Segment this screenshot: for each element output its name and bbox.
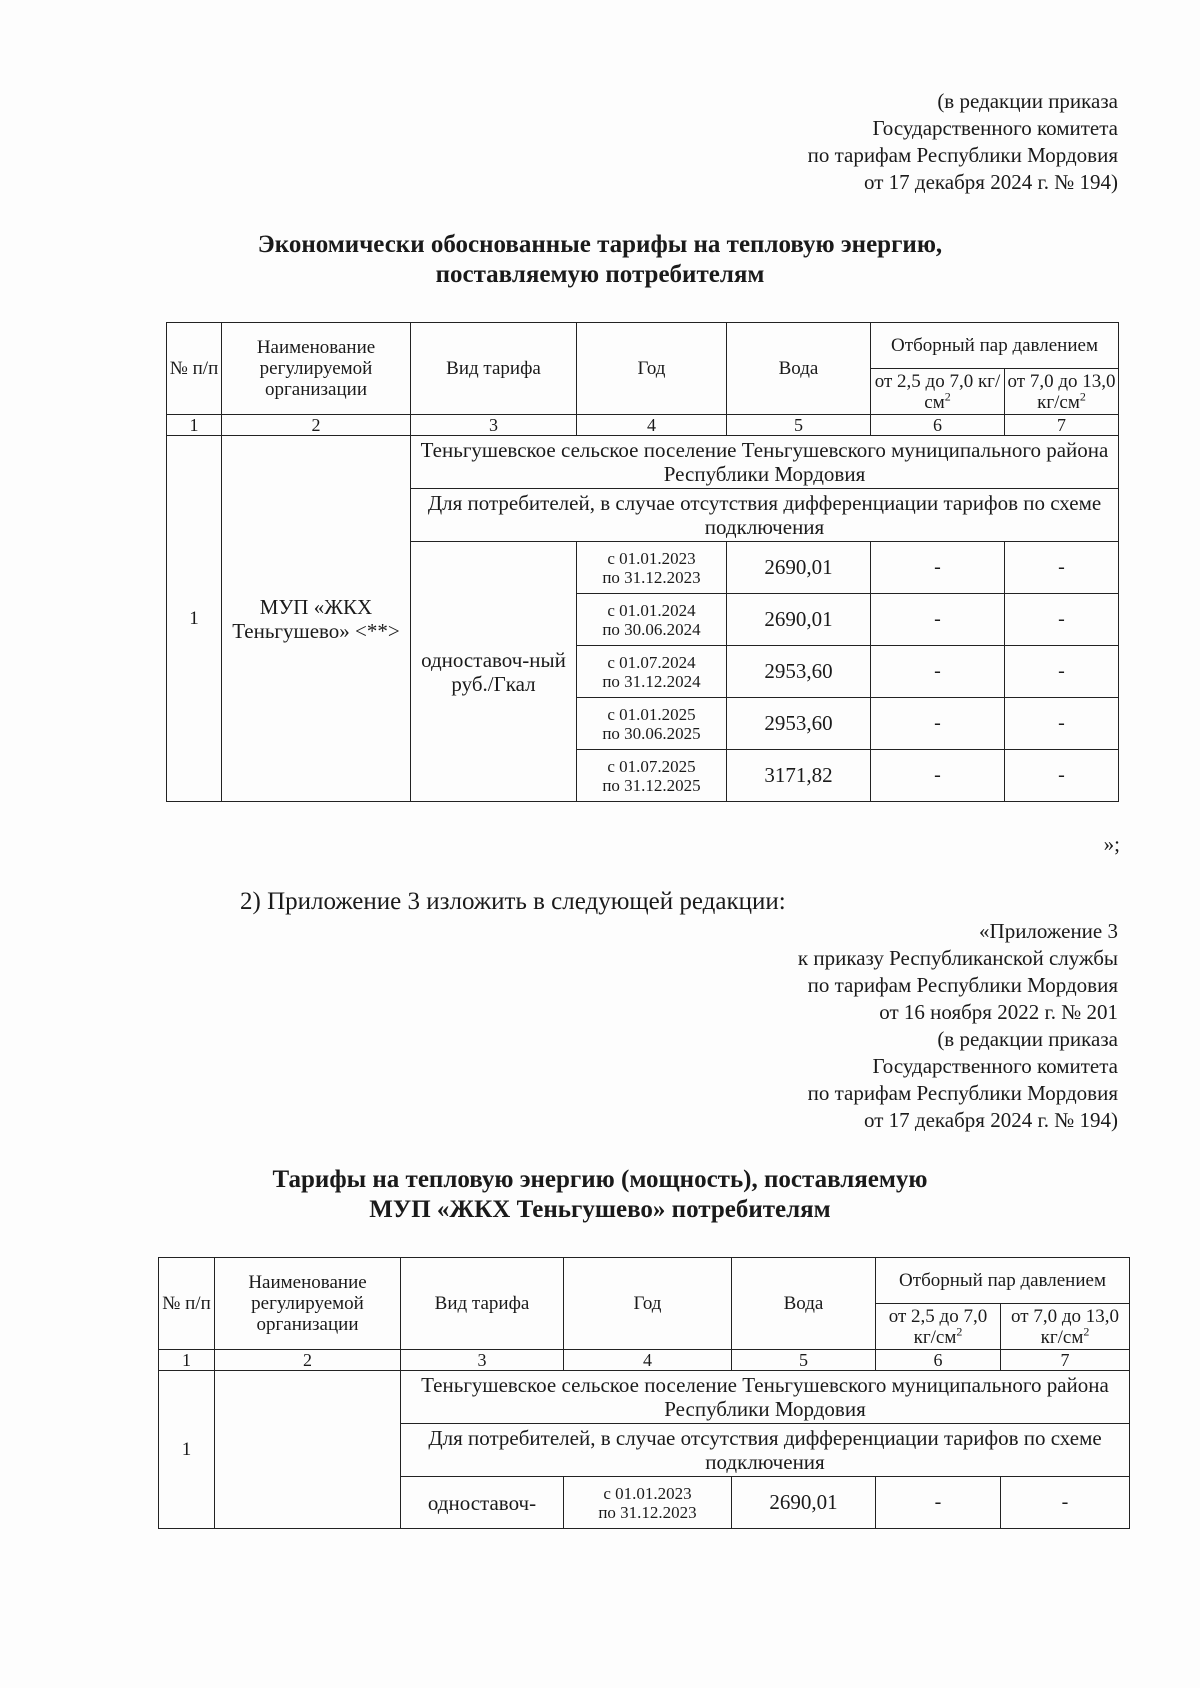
note-line: (в редакции приказа	[937, 1027, 1118, 1051]
steam-high-value: -	[1005, 542, 1119, 594]
col-number: 3	[411, 415, 577, 436]
header-steam-high: от 7,0 до 13,0 $кг/см^2$	[1001, 1304, 1130, 1350]
col-number: 3	[401, 1350, 564, 1371]
steam-low-value: -	[871, 594, 1005, 646]
water-value: 2690,01	[732, 1477, 876, 1529]
header-org: Наименование регулируемой организации	[215, 1258, 401, 1350]
header-num: № п/п	[159, 1258, 215, 1350]
col-number: 2	[215, 1350, 401, 1371]
title-line: МУП «ЖКХ Теньгушево» потребителям	[369, 1196, 831, 1223]
tariff-type: одноставоч-	[401, 1477, 564, 1529]
table2-title	[0, 1165, 1200, 1225]
region-name: Теньгушевское сельское поселение Теньгушевского муниципального района Республики Мордовия	[411, 436, 1119, 489]
org-name-blank	[215, 1371, 401, 1529]
note-line: «Приложение 3	[979, 919, 1118, 943]
note-line: Государственного комитета	[872, 116, 1118, 140]
water-value: 2690,01	[727, 542, 871, 594]
note-line: от 17 декабря 2024 г. № 194)	[864, 170, 1118, 194]
header-org: Наименование регулируемой организации	[222, 323, 411, 415]
header-steam-low: от 2,5 до 7,0 $кг/см^2$	[871, 369, 1005, 415]
note-line: от 16 ноября 2022 г. № 201	[879, 1000, 1118, 1024]
org-name: МУП «ЖКХ Теньгушево» <**>	[222, 436, 411, 802]
period: с 01.07.2024 по 31.12.2024	[577, 646, 727, 698]
note-line: от 17 декабря 2024 г. № 194)	[864, 1108, 1118, 1132]
appendix-note	[798, 918, 1118, 1134]
period: с 01.01.2023 по 31.12.2023	[577, 542, 727, 594]
col-number: 7	[1001, 1350, 1130, 1371]
header-steam-low: от 2,5 до 7,0 $кг/см^2$	[876, 1304, 1001, 1350]
col-number: 4	[564, 1350, 732, 1371]
header-tariff-type: Вид тарифа	[411, 323, 577, 415]
col-number: 1	[159, 1350, 215, 1371]
header-water: Вода	[727, 323, 871, 415]
water-value: 3171,82	[727, 750, 871, 802]
note-line: по тарифам Республики Мордовия	[807, 973, 1118, 997]
title-line: поставляемую потребителям	[435, 261, 765, 288]
period: с 01.01.2025 по 30.06.2025	[577, 698, 727, 750]
row-number: 1	[167, 436, 222, 802]
tariff-table-2	[158, 1257, 1130, 1529]
col-number: 7	[1005, 415, 1119, 436]
amendment-note	[808, 88, 1118, 196]
header-steam: Отборный пар давлением	[876, 1258, 1130, 1304]
title-line: Тарифы на тепловую энергию (мощность), поставляемую	[272, 1166, 928, 1193]
period: с 01.01.2024 по 30.06.2024	[577, 594, 727, 646]
col-number: 6	[876, 1350, 1001, 1371]
header-tariff-type: Вид тарифа	[401, 1258, 564, 1350]
header-year: Год	[577, 323, 727, 415]
consumer-group: Для потребителей, в случае отсутствия дифференциации тарифов по схеме подключения	[411, 489, 1119, 542]
note-line: по тарифам Республики Мордовия	[807, 143, 1118, 167]
closing-quote: »;	[1103, 832, 1120, 856]
steam-high-value: -	[1005, 698, 1119, 750]
steam-low-value: -	[871, 646, 1005, 698]
header-num: № п/п	[167, 323, 222, 415]
col-number: 2	[222, 415, 411, 436]
steam-high-value: -	[1005, 594, 1119, 646]
col-number: 4	[577, 415, 727, 436]
steam-low-value: -	[871, 542, 1005, 594]
water-value: 2953,60	[727, 646, 871, 698]
item-2-text: 2) Приложение 3 изложить в следующей редакции:	[240, 888, 786, 915]
table1-title	[0, 230, 1200, 290]
title-line: Экономически обоснованные тарифы на тепловую энергию,	[257, 231, 943, 258]
header-year: Год	[564, 1258, 732, 1350]
period: с 01.07.2025 по 31.12.2025	[577, 750, 727, 802]
steam-low-value: -	[871, 750, 1005, 802]
col-number: 5	[732, 1350, 876, 1371]
period: с 01.01.2023 по 31.12.2023	[564, 1477, 732, 1529]
note-line: Государственного комитета	[872, 1054, 1118, 1078]
note-line: к приказу Республиканской службы	[797, 946, 1118, 970]
water-value: 2690,01	[727, 594, 871, 646]
steam-high-value: -	[1001, 1477, 1130, 1529]
tariff-type: одноставоч-ный руб./Гкал	[411, 542, 577, 802]
header-steam-high: от 7,0 до 13,0 $кг/см^2$	[1005, 369, 1119, 415]
note-line: (в редакции приказа	[937, 89, 1118, 113]
tariff-table-1	[166, 322, 1119, 802]
note-line: по тарифам Республики Мордовия	[807, 1081, 1118, 1105]
col-number: 6	[871, 415, 1005, 436]
steam-low-value: -	[876, 1477, 1001, 1529]
consumer-group: Для потребителей, в случае отсутствия дифференциации тарифов по схеме подключения	[401, 1424, 1130, 1477]
row-number: 1	[159, 1371, 215, 1529]
header-water: Вода	[732, 1258, 876, 1350]
col-number: 5	[727, 415, 871, 436]
region-name: Теньгушевское сельское поселение Теньгушевского муниципального района Республики Мордовия	[401, 1371, 1130, 1424]
col-number: 1	[167, 415, 222, 436]
steam-low-value: -	[871, 698, 1005, 750]
steam-high-value: -	[1005, 750, 1119, 802]
water-value: 2953,60	[727, 698, 871, 750]
header-steam: Отборный пар давлением	[871, 323, 1119, 369]
steam-high-value: -	[1005, 646, 1119, 698]
